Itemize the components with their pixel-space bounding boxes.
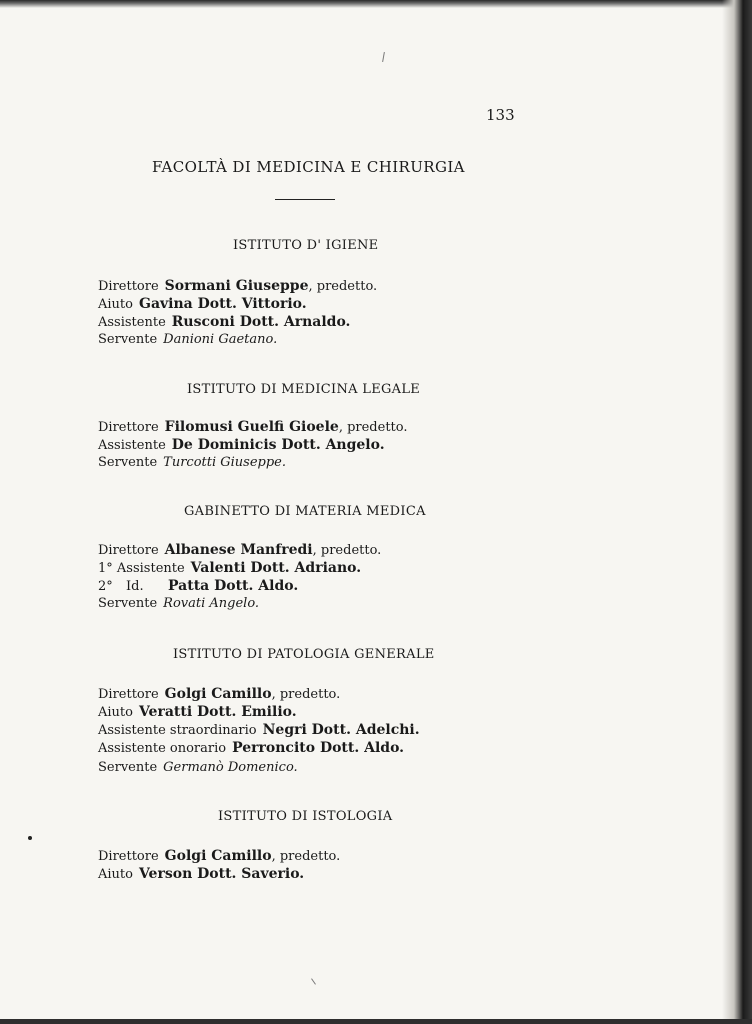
entry-name: Gavina Dott. Vittorio. (138, 296, 307, 312)
bottom-page-edge (0, 1019, 752, 1024)
entry-igiene-servente (98, 332, 277, 347)
entry-patologia-servente (98, 760, 298, 775)
entry-suffix: , predetto. (338, 420, 408, 435)
entry-patologia-direttore (98, 686, 340, 702)
entry-materia-primo-assistente (98, 560, 361, 576)
stray-ink-mark (311, 978, 316, 984)
entry-role: Direttore (98, 279, 159, 294)
entry-patologia-aiuto (98, 704, 297, 720)
entry-role: Aiuto (98, 297, 133, 312)
entry-name: Golgi Camillo (164, 848, 272, 864)
section-title-patologia-generale: ISTITUTO DI PATOLOGIA GENERALE (173, 647, 435, 662)
entry-suffix: , predetto. (312, 543, 382, 558)
entry-name: Veratti Dott. Emilio. (138, 704, 297, 720)
entry-suffix: , predetto. (308, 279, 378, 294)
entry-role: 1° Assistente (98, 561, 185, 576)
entry-role: Assistente onorario (98, 741, 227, 756)
entry-role: Servente (98, 332, 158, 347)
entry-legale-assistente (98, 437, 385, 453)
entry-role: Direttore (98, 420, 159, 435)
entry-name: Negri Dott. Adelchi. (262, 722, 420, 738)
entry-name: Perroncito Dott. Aldo. (232, 740, 405, 756)
entry-materia-secondo-assistente (98, 578, 298, 594)
section-title-igiene: ISTITUTO D' IGIENE (233, 238, 379, 253)
entry-role: Direttore (98, 543, 159, 558)
entry-role: Id. (126, 579, 144, 594)
entry-igiene-direttore (98, 278, 377, 294)
entry-name: Verson Dott. Saverio. (138, 866, 305, 882)
stray-tick-mark (382, 52, 385, 62)
entry-name: Valenti Dott. Adriano. (190, 560, 362, 576)
entry-name: De Dominicis Dott. Angelo. (171, 437, 385, 453)
entry-role: Aiuto (98, 705, 133, 720)
entry-role: Direttore (98, 849, 159, 864)
entry-name-italic: Germanò Domenico. (163, 760, 298, 775)
section-title-medicina-legale: ISTITUTO DI MEDICINA LEGALE (187, 382, 421, 397)
entry-name-italic: Rovati Angelo. (163, 596, 260, 611)
entry-role: Servente (98, 760, 158, 775)
faculty-title: FACOLTÀ DI MEDICINA E CHIRURGIA (152, 158, 465, 176)
page-number: 133 (486, 106, 515, 124)
entry-materia-servente (98, 596, 259, 611)
entry-role: Direttore (98, 687, 159, 702)
entry-name: Rusconi Dott. Arnaldo. (171, 314, 351, 330)
entry-role: Assistente (98, 438, 166, 453)
entry-name: Albanese Manfredi (164, 542, 313, 558)
entry-patologia-assistente-onorario (98, 740, 404, 756)
stray-ink-dot (28, 836, 32, 840)
entry-role: Assistente straordinario (98, 723, 257, 738)
entry-name: Golgi Camillo (164, 686, 272, 702)
entry-ordinal: 2° (98, 579, 113, 594)
entry-name: Filomusi Guelfi Gioele (164, 419, 339, 435)
entry-name-italic: Turcotti Giuseppe. (163, 455, 287, 470)
entry-name-italic: Danioni Gaetano. (163, 332, 278, 347)
entry-name: Patta Dott. Aldo. (168, 578, 299, 594)
entry-materia-direttore (98, 542, 381, 558)
entry-legale-servente (98, 455, 286, 470)
entry-role: Servente (98, 596, 158, 611)
entry-role: Aiuto (98, 867, 133, 882)
entry-suffix: , predetto. (271, 849, 341, 864)
entry-istologia-direttore (98, 848, 340, 864)
entry-legale-direttore (98, 419, 408, 435)
entry-suffix: , predetto. (271, 687, 341, 702)
entry-igiene-assistente (98, 314, 350, 330)
section-title-materia-medica: GABINETTO DI MATERIA MEDICA (184, 504, 426, 519)
section-title-istologia: ISTITUTO DI ISTOLOGIA (218, 809, 393, 824)
entry-role: Assistente (98, 315, 166, 330)
entry-igiene-aiuto (98, 296, 307, 312)
entry-role: Servente (98, 455, 158, 470)
top-page-edge (0, 0, 752, 8)
entry-name: Sormani Giuseppe (164, 278, 309, 294)
book-binding-edge (722, 0, 752, 1024)
entry-istologia-aiuto (98, 866, 304, 882)
entry-patologia-assistente-straordinario (98, 722, 420, 738)
title-rule (275, 199, 335, 200)
